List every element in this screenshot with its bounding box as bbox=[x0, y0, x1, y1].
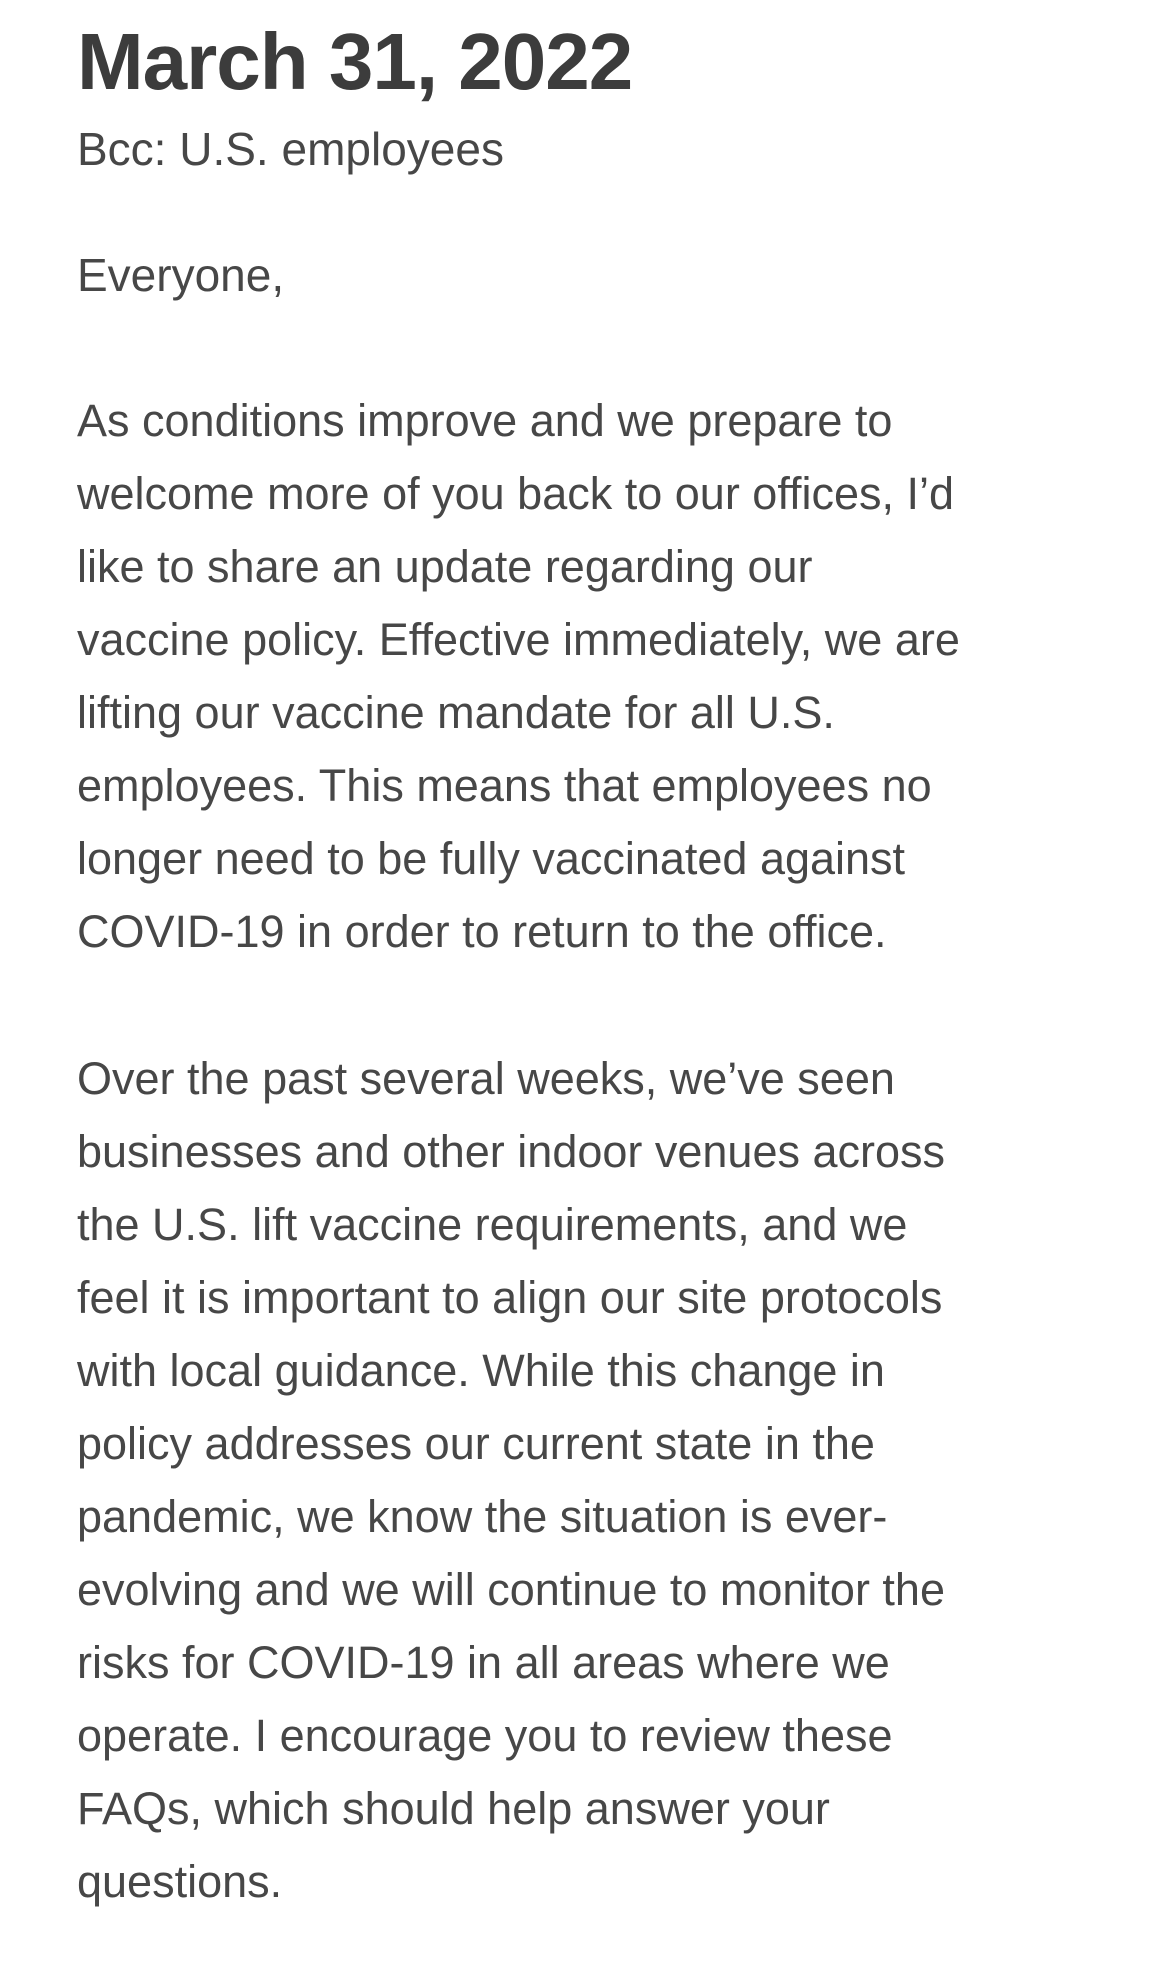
body-paragraph-policy-update: As conditions improve and we prepare to welcome more of you back to our offices, I’d like to share an update regarding our vaccine policy. Effective immediately, we are lifting our vaccine mandate for all U.S. employees. This means that employees no longer need to be fully vaccinated against COVID-19 in order to return to the office. bbox=[77, 395, 960, 957]
greeting: Everyone, bbox=[77, 249, 285, 301]
body-paragraph-context: Over the past several weeks, we’ve seen businesses and other indoor venues across the U.S. lift vaccine requirements, and we feel it is important to align our site protocols with local guidance. While this change in policy addresses our current state in the pandemic, we know the situation is ever- evolving and we will continue to monitor the risks for COVID-19 in all areas where we operate. I encourage you to review these FAQs, which should help answer your questions. bbox=[77, 1053, 946, 1907]
date-heading: March 31, 2022 bbox=[77, 17, 633, 106]
email-document bbox=[77, 0, 1117, 1918]
bcc-line: Bcc: U.S. employees bbox=[77, 123, 504, 175]
